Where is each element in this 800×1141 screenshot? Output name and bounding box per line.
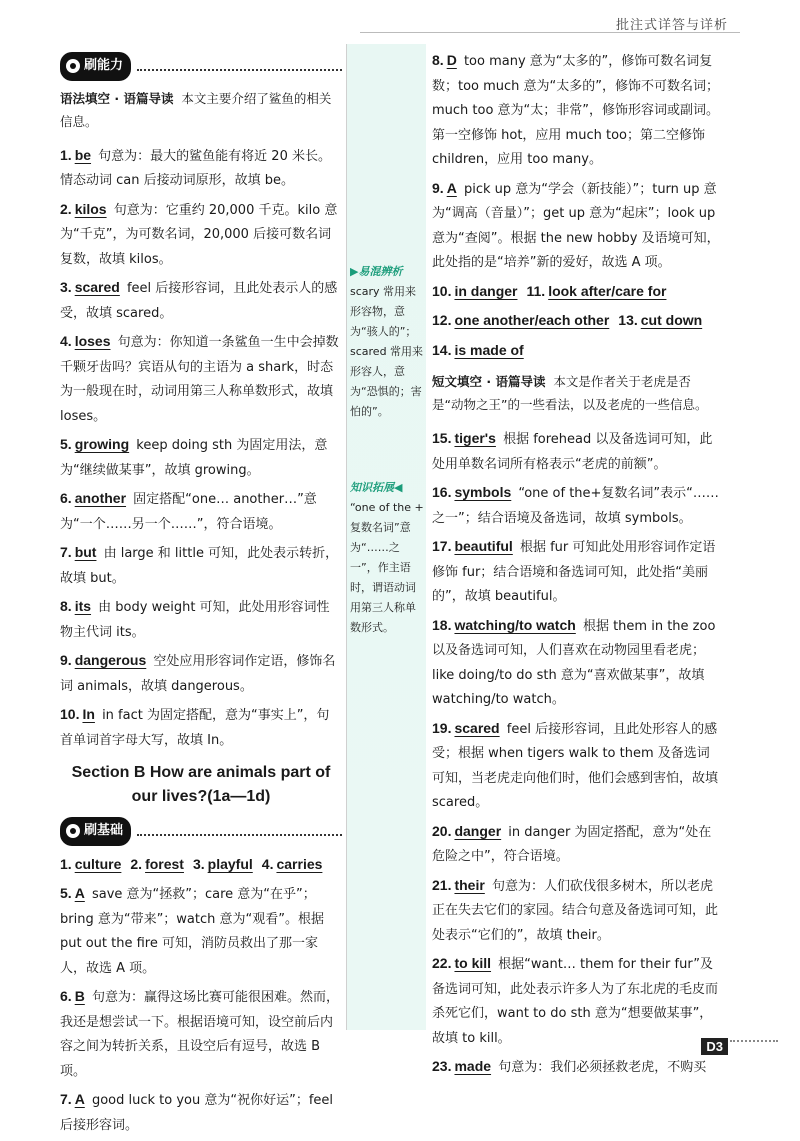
item-answer: but [74,544,97,560]
item-answer: A [446,179,457,196]
item-explanation: feel 后接形容词，且此处形容人的感受；根据 when tigers walk to them 及备选词可知，当老虎走向他们时，他们会感到害怕，故填 scared。 [432,721,719,810]
item-answer: carries [276,855,323,872]
answer-item [432,716,722,816]
item-explanation: “one of the+复数名词”表示“……之一”；结合语境及备选词，故填 symbols。 [432,486,719,526]
answer-item [60,486,342,537]
item-explanation: 句意为：我们必须拯救老虎，不购买 [498,1060,707,1075]
item-number: 6. [60,988,72,1004]
answer-item [526,282,669,300]
item-answer: look after/care for [548,282,667,299]
item-explanation: pick up 意为“学会（新技能）”；turn up 意为“调高（音量）”；get up 意为“起床”；look up 意为“查阅”。根据 the new hobby 及语境可知，此处指的是“培养”新的爱好，故选 A 项。 [432,181,720,270]
section-header-ability [60,52,342,81]
answer-item [432,176,722,276]
item-answer: be [74,146,92,163]
item-answer: loses [74,333,111,349]
item-answer: B [74,988,85,1004]
answer-item [432,534,722,610]
item-number: 6. [60,490,72,506]
item-answer: in danger [454,282,518,299]
header-rule [360,32,740,33]
answer-item [60,648,342,699]
answer-item [60,275,342,326]
item-number: 5. [60,436,72,452]
answer-list [432,48,722,276]
passage-intro: 语法填空 · 语篇导读 本文主要介绍了鲨鱼的相关信息。 [60,90,332,129]
answer-item [60,1087,342,1138]
item-number: 22. [432,955,452,971]
item-explanation: 根据“want… them for their fur”及备选词可知，此处表示许多人为了东北虎的毛皮而杀死它们，want to do sth 意为“想要做某事”，故填 to kill。 [432,957,719,1046]
answer-item [432,613,722,713]
item-answer: beautiful [454,538,513,554]
item-answer: made [454,1058,492,1074]
answer-item [432,951,722,1051]
answer-row [432,308,722,335]
item-number: 9. [60,652,72,668]
item-number: 19. [432,719,452,736]
item-answer: cut down [640,312,703,328]
answer-list [60,881,342,1138]
item-number: 8. [432,52,444,68]
item-answer: A [74,1091,85,1107]
column-divider [346,44,347,1030]
answer-item [432,873,722,949]
item-number: 23. [432,1058,452,1074]
item-number: 5. [60,885,72,901]
item-answer: watching/to watch [454,616,576,633]
answer-item [60,197,342,273]
item-answer: one another/each other [454,312,610,328]
item-answer: dangerous [74,652,147,668]
badge-icon [66,824,80,838]
item-number: 9. [432,179,444,196]
footer-dots [730,1040,778,1042]
item-answer: symbols [454,484,512,500]
item-answer: In [82,706,95,722]
item-explanation: 根据 fur 可知此处用形容词作定语修饰 fur；结合语境和备选词可知，此处指“美丽的”，故填 beautiful。 [432,540,716,604]
item-number: 3. [192,855,205,872]
answer-item [60,594,342,645]
answer-item [60,855,124,873]
item-explanation: feel 后接形容词，且此处表示人的感受，故填 scared。 [60,281,338,321]
item-number: 21. [432,876,452,893]
item-number: 3. [60,279,72,295]
item-answer: to kill [454,955,492,971]
answer-item [432,48,722,173]
item-number: 4. [261,855,274,872]
answer-item [432,1054,722,1081]
item-explanation: too many 意为“太多的”，修饰可数名词复数；too much 意为“太多的”，修饰不可数名词；much too 意为“太；非常”，修饰形容词或副词。第一空修饰 hot，应用 much too；第二空修饰 children，应用 too many。 [432,54,720,167]
answer-list [60,143,342,754]
answer-item [60,143,342,194]
answer-item [261,855,326,873]
item-answer: tiger's [454,430,496,446]
item-answer: playful [207,855,253,872]
item-number: 1. [60,146,72,163]
item-number: 1. [60,855,72,872]
item-number: 7. [60,544,72,560]
item-explanation: 由 body weight 可知，此处用形容词性物主代词 its。 [60,600,330,640]
item-answer: culture [74,855,122,872]
item-explanation: 句意为：你知道一条鲨鱼一生中会掉数千颗牙齿吗？宾语从句的主语为 a shark，时态为一般现在时，动词用第三人称单数形式，故填 loses。 [60,335,339,424]
answer-row [60,852,342,879]
answer-item [618,314,705,329]
item-explanation: 空处应用形容词作定语，修饰名词 animals，故填 dangerous。 [60,654,336,694]
side-note-extension: 知识拓展◀ “one of the + 复数名词”意为“……之一”，作主语时，谓语动词用第三人称单数形式。 [350,481,424,634]
item-number: 20. [432,822,452,839]
running-header: 批注式详答与详析 [615,18,728,33]
passage-intro: 短文填空 · 语篇导读 本文是作者关于老虎是否是“动物之王”的一些看法，以及老虎的一些信息。 [432,374,708,412]
item-number: 18. [432,616,452,633]
item-number: 15. [432,430,452,446]
item-number: 17. [432,538,452,554]
item-explanation: 句意为：赢得这场比赛可能很困难。然而，我还是想尝试一下。根据语境可知，设空前后内容之间为转折关系，且设空后有逗号，故选 B 项。 [60,990,339,1079]
section-badge: 刷能力 [60,52,131,81]
item-number: 11. [526,282,546,299]
item-number: 16. [432,484,452,500]
item-number: 2. [130,855,143,872]
item-number: 7. [60,1091,72,1107]
answer-item [60,540,342,591]
answer-item [432,282,520,300]
item-answer: is made of [454,341,524,358]
item-answer: kilos [74,200,107,217]
item-explanation: 根据 forehead 以及备选词可知，此处用单数名词所有格表示“老虎的前额”。 [432,432,713,472]
section-badge: 刷基础 [60,817,131,846]
right-column [432,48,722,1084]
item-number: 10. [432,282,452,299]
item-explanation: 句意为：最大的鲨鱼能有将近 20 米长。情态动词 can 后接动词原形，故填 be。 [60,148,331,188]
answer-item [432,480,722,531]
answer-item [130,855,187,873]
answer-item [432,341,527,359]
answer-list [432,426,722,1081]
answer-item [60,432,342,483]
answer-item [60,984,342,1084]
item-explanation: 句意为：人们砍伐很多树木，所以老虎正在失去它们的家园。结合句意及备选词可知，此处表示“它们的”，故填 their。 [432,878,719,943]
section-header-basics [60,817,342,846]
item-explanation: in danger 为固定搭配，意为“处在危险之中”，符合语境。 [432,824,712,864]
item-answer: another [74,490,127,506]
item-answer: its [74,598,92,614]
answer-item [192,855,256,873]
item-answer: their [454,876,485,893]
dotted-rule [137,61,342,71]
side-note-confusion: ▶易混辨析 scary 常用来形容物，意为“骇人的”；scared 常用来形容人，意为“恐惧的；害怕的”。 [350,265,424,418]
item-number: 13. [618,312,638,328]
item-explanation: good luck to you 意为“祝你好运”；feel 后接形容词。 [60,1093,334,1133]
item-explanation: keep doing sth 为固定用法，意为“继续做某事”，故填 growing。 [60,438,328,478]
item-answer: forest [145,855,184,872]
item-explanation: 固定搭配“one… another…”意为“一个……另一个……”，符合语境。 [60,492,317,532]
item-answer: scared [74,279,120,295]
answer-item [432,819,722,870]
item-explanation: 由 large 和 little 可知，此处表示转折，故填 but。 [60,546,339,586]
answer-item [432,314,612,329]
item-answer: scared [454,719,500,736]
answer-item [432,426,722,477]
item-explanation: save 意为“拯救”；care 意为“在乎”；bring 意为“带来”；watch 意为“观看”。根据 put out the fire 可知，消防员救出了那一家人，故选 A 项。 [60,887,324,976]
page-number: D3 [701,1038,728,1055]
item-answer: D [446,52,457,68]
item-answer: danger [454,822,502,839]
item-explanation: 句意为：它重约 20,000 千克。kilo 意为“千克”，为可数名词，20,000 后接可数名词复数，故填 kilos。 [60,202,338,267]
left-column [60,52,342,1141]
item-explanation: 根据 them in the zoo 以及备选词可知，人们喜欢在动物园里看老虎；like doing/to do sth 意为“喜欢做某事”，故填 watching/to watch。 [432,618,716,707]
answer-item [60,329,342,429]
item-number: 12. [432,312,452,328]
answer-row [432,279,722,306]
item-number: 4. [60,333,72,349]
badge-icon [66,59,80,73]
dotted-rule [137,826,342,836]
item-explanation: in fact 为固定搭配，意为“事实上”，句首单词首字母大写，故填 In。 [60,708,330,748]
item-number: 8. [60,598,72,614]
item-answer: A [74,885,85,901]
item-answer: growing [74,436,130,452]
section-title: Section B How are animals part of our lives?(1a—1d) [71,764,331,805]
item-number: 2. [60,200,72,217]
answer-item [60,881,342,981]
answer-row [432,338,722,365]
item-number: 10. [60,706,80,722]
item-number: 14. [432,341,452,358]
answer-item [60,702,342,753]
